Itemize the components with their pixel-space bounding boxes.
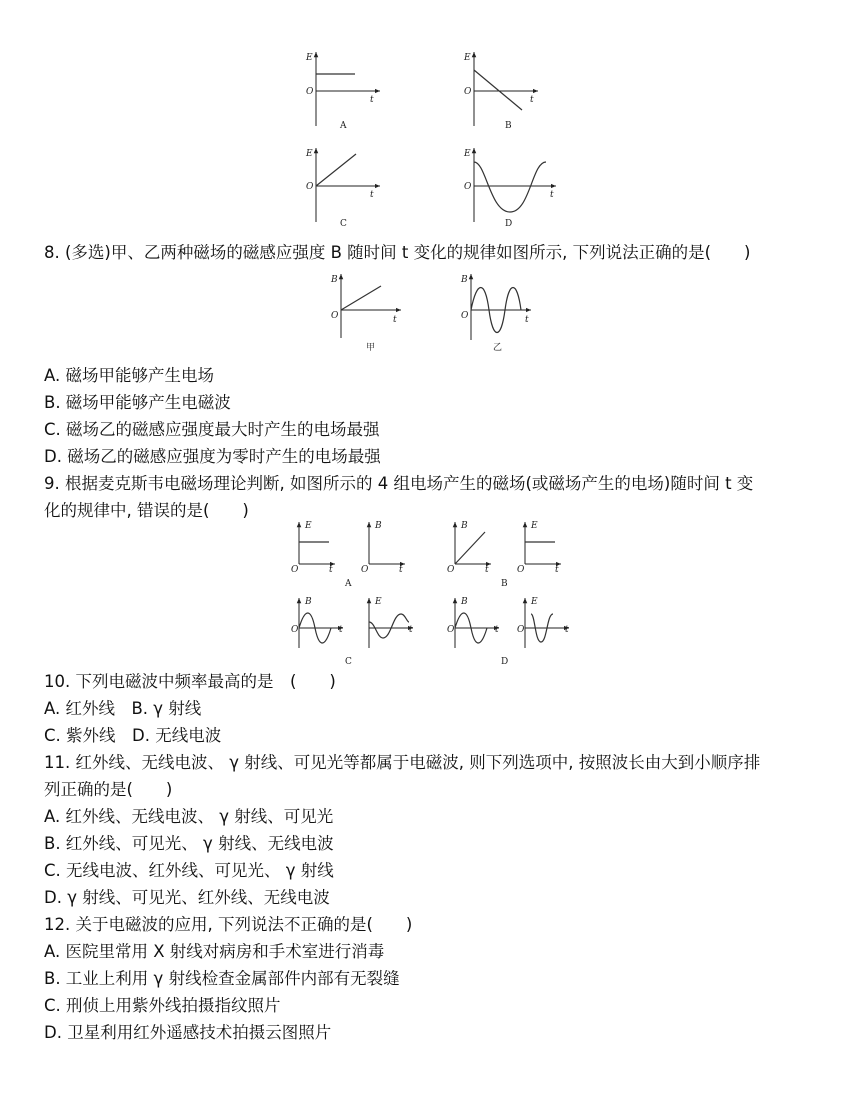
graph-9a-b	[361, 521, 405, 575]
svg-text:B: B	[461, 275, 468, 285]
svg-text:E: E	[305, 521, 312, 531]
graph-9d-b	[447, 597, 499, 648]
svg-text:t: t	[550, 190, 554, 200]
svg-text:E: E	[464, 149, 471, 159]
caption-b: B	[505, 121, 512, 131]
svg-text:E: E	[306, 149, 313, 159]
svg-text:O: O	[331, 311, 339, 321]
graph-7a	[305, 52, 380, 131]
graph-7c	[305, 148, 380, 229]
graph-9c-e	[369, 597, 413, 648]
caption-9d: D	[501, 657, 509, 667]
svg-text:O: O	[361, 565, 369, 575]
caption-yi: 乙	[493, 343, 503, 353]
graph-8-jia	[330, 274, 401, 353]
svg-text:t: t	[485, 565, 489, 575]
svg-text:t: t	[393, 315, 397, 325]
svg-text:E: E	[464, 53, 471, 63]
svg-text:t: t	[525, 315, 529, 325]
svg-text:E: E	[531, 521, 538, 531]
svg-text:B: B	[461, 597, 468, 607]
q11-option-c: C. 无线电波、红外线、可见光、 γ 射线	[44, 861, 334, 880]
svg-text:t: t	[329, 565, 333, 575]
svg-text:O: O	[464, 87, 472, 97]
svg-text:t: t	[555, 565, 559, 575]
svg-text:O: O	[291, 625, 299, 635]
caption-9a: A	[345, 579, 352, 589]
q12-option-b: B. 工业上利用 γ 射线检查金属部件内部有无裂缝	[44, 969, 400, 988]
svg-text:t: t	[370, 95, 374, 105]
svg-text:t: t	[565, 625, 569, 635]
q10-options-ab: A. 红外线 B. γ 射线	[44, 699, 202, 718]
graph-9a-e	[291, 521, 335, 575]
svg-text:t: t	[399, 565, 403, 575]
q8-option-d: D. 磁场乙的磁感应强度为零时产生的电场最强	[44, 447, 381, 466]
graph-9c-b	[291, 597, 343, 648]
svg-text:E: E	[375, 597, 382, 607]
svg-text:O: O	[517, 565, 525, 575]
svg-text:t: t	[409, 625, 413, 635]
figure-q7	[300, 44, 570, 234]
svg-text:O: O	[291, 565, 299, 575]
svg-text:t: t	[530, 95, 534, 105]
svg-text:O: O	[517, 625, 525, 635]
q11-option-d: D. γ 射线、可见光、红外线、无线电波	[44, 888, 330, 907]
q11-stem-line2: 列正确的是( )	[44, 780, 173, 799]
q8-stem: 8. (多选)甲、乙两种磁场的磁感应强度 B 随时间 t 变化的规律如图所示, 下列说法正确的是( )	[44, 243, 751, 262]
svg-text:E: E	[306, 53, 313, 63]
figure-q8	[325, 270, 545, 354]
graph-9d-e	[517, 597, 569, 648]
q12-option-d: D. 卫星利用红外遥感技术拍摄云图照片	[44, 1023, 332, 1042]
caption-9c: C	[345, 657, 352, 667]
svg-text:B: B	[461, 521, 468, 531]
q8-option-b: B. 磁场甲能够产生电磁波	[44, 393, 231, 412]
figure-q9	[285, 518, 585, 670]
caption-9b: B	[501, 579, 508, 589]
q11-option-a: A. 红外线、无线电波、 γ 射线、可见光	[44, 807, 334, 826]
q12-option-c: C. 刑侦上用紫外线拍摄指纹照片	[44, 996, 281, 1015]
q10-options-cd: C. 紫外线 D. 无线电波	[44, 726, 222, 745]
svg-text:t: t	[495, 625, 499, 635]
svg-text:O: O	[464, 182, 472, 192]
graph-9b-b	[447, 521, 491, 575]
svg-text:t: t	[370, 190, 374, 200]
svg-text:B: B	[375, 521, 382, 531]
svg-text:O: O	[447, 565, 455, 575]
svg-text:O: O	[461, 311, 469, 321]
svg-text:E: E	[531, 597, 538, 607]
q11-option-b: B. 红外线、可见光、 γ 射线、无线电波	[44, 834, 334, 853]
svg-text:B: B	[305, 597, 312, 607]
q8-option-c: C. 磁场乙的磁感应强度最大时产生的电场最强	[44, 420, 380, 439]
graph-8-yi	[460, 274, 531, 353]
svg-text:O: O	[306, 182, 314, 192]
caption-c: C	[340, 219, 347, 229]
svg-text:B: B	[331, 275, 338, 285]
svg-text:O: O	[447, 625, 455, 635]
graph-9b-e	[517, 521, 561, 575]
q11-stem-line1: 11. 红外线、无线电波、 γ 射线、可见光等都属于电磁波, 则下列选项中, 按照波长由大到小顺序排	[44, 753, 761, 772]
svg-text:O: O	[306, 87, 314, 97]
graph-7b	[463, 52, 538, 131]
q9-stem-line2: 化的规律中, 错误的是( )	[44, 501, 249, 520]
q12-stem: 12. 关于电磁波的应用, 下列说法不正确的是( )	[44, 915, 413, 934]
svg-text:t: t	[339, 625, 343, 635]
q12-option-a: A. 医院里常用 X 射线对病房和手术室进行消毒	[44, 942, 385, 961]
q9-stem-line1: 9. 根据麦克斯韦电磁场理论判断, 如图所示的 4 组电场产生的磁场(或磁场产生的电场)随时间 t 变	[44, 474, 754, 493]
caption-a: A	[340, 121, 347, 131]
caption-jia: 甲	[366, 343, 376, 353]
q8-option-a: A. 磁场甲能够产生电场	[44, 366, 214, 385]
q10-stem: 10. 下列电磁波中频率最高的是 ( )	[44, 672, 336, 691]
caption-d: D	[505, 219, 513, 229]
graph-7d	[463, 148, 556, 229]
